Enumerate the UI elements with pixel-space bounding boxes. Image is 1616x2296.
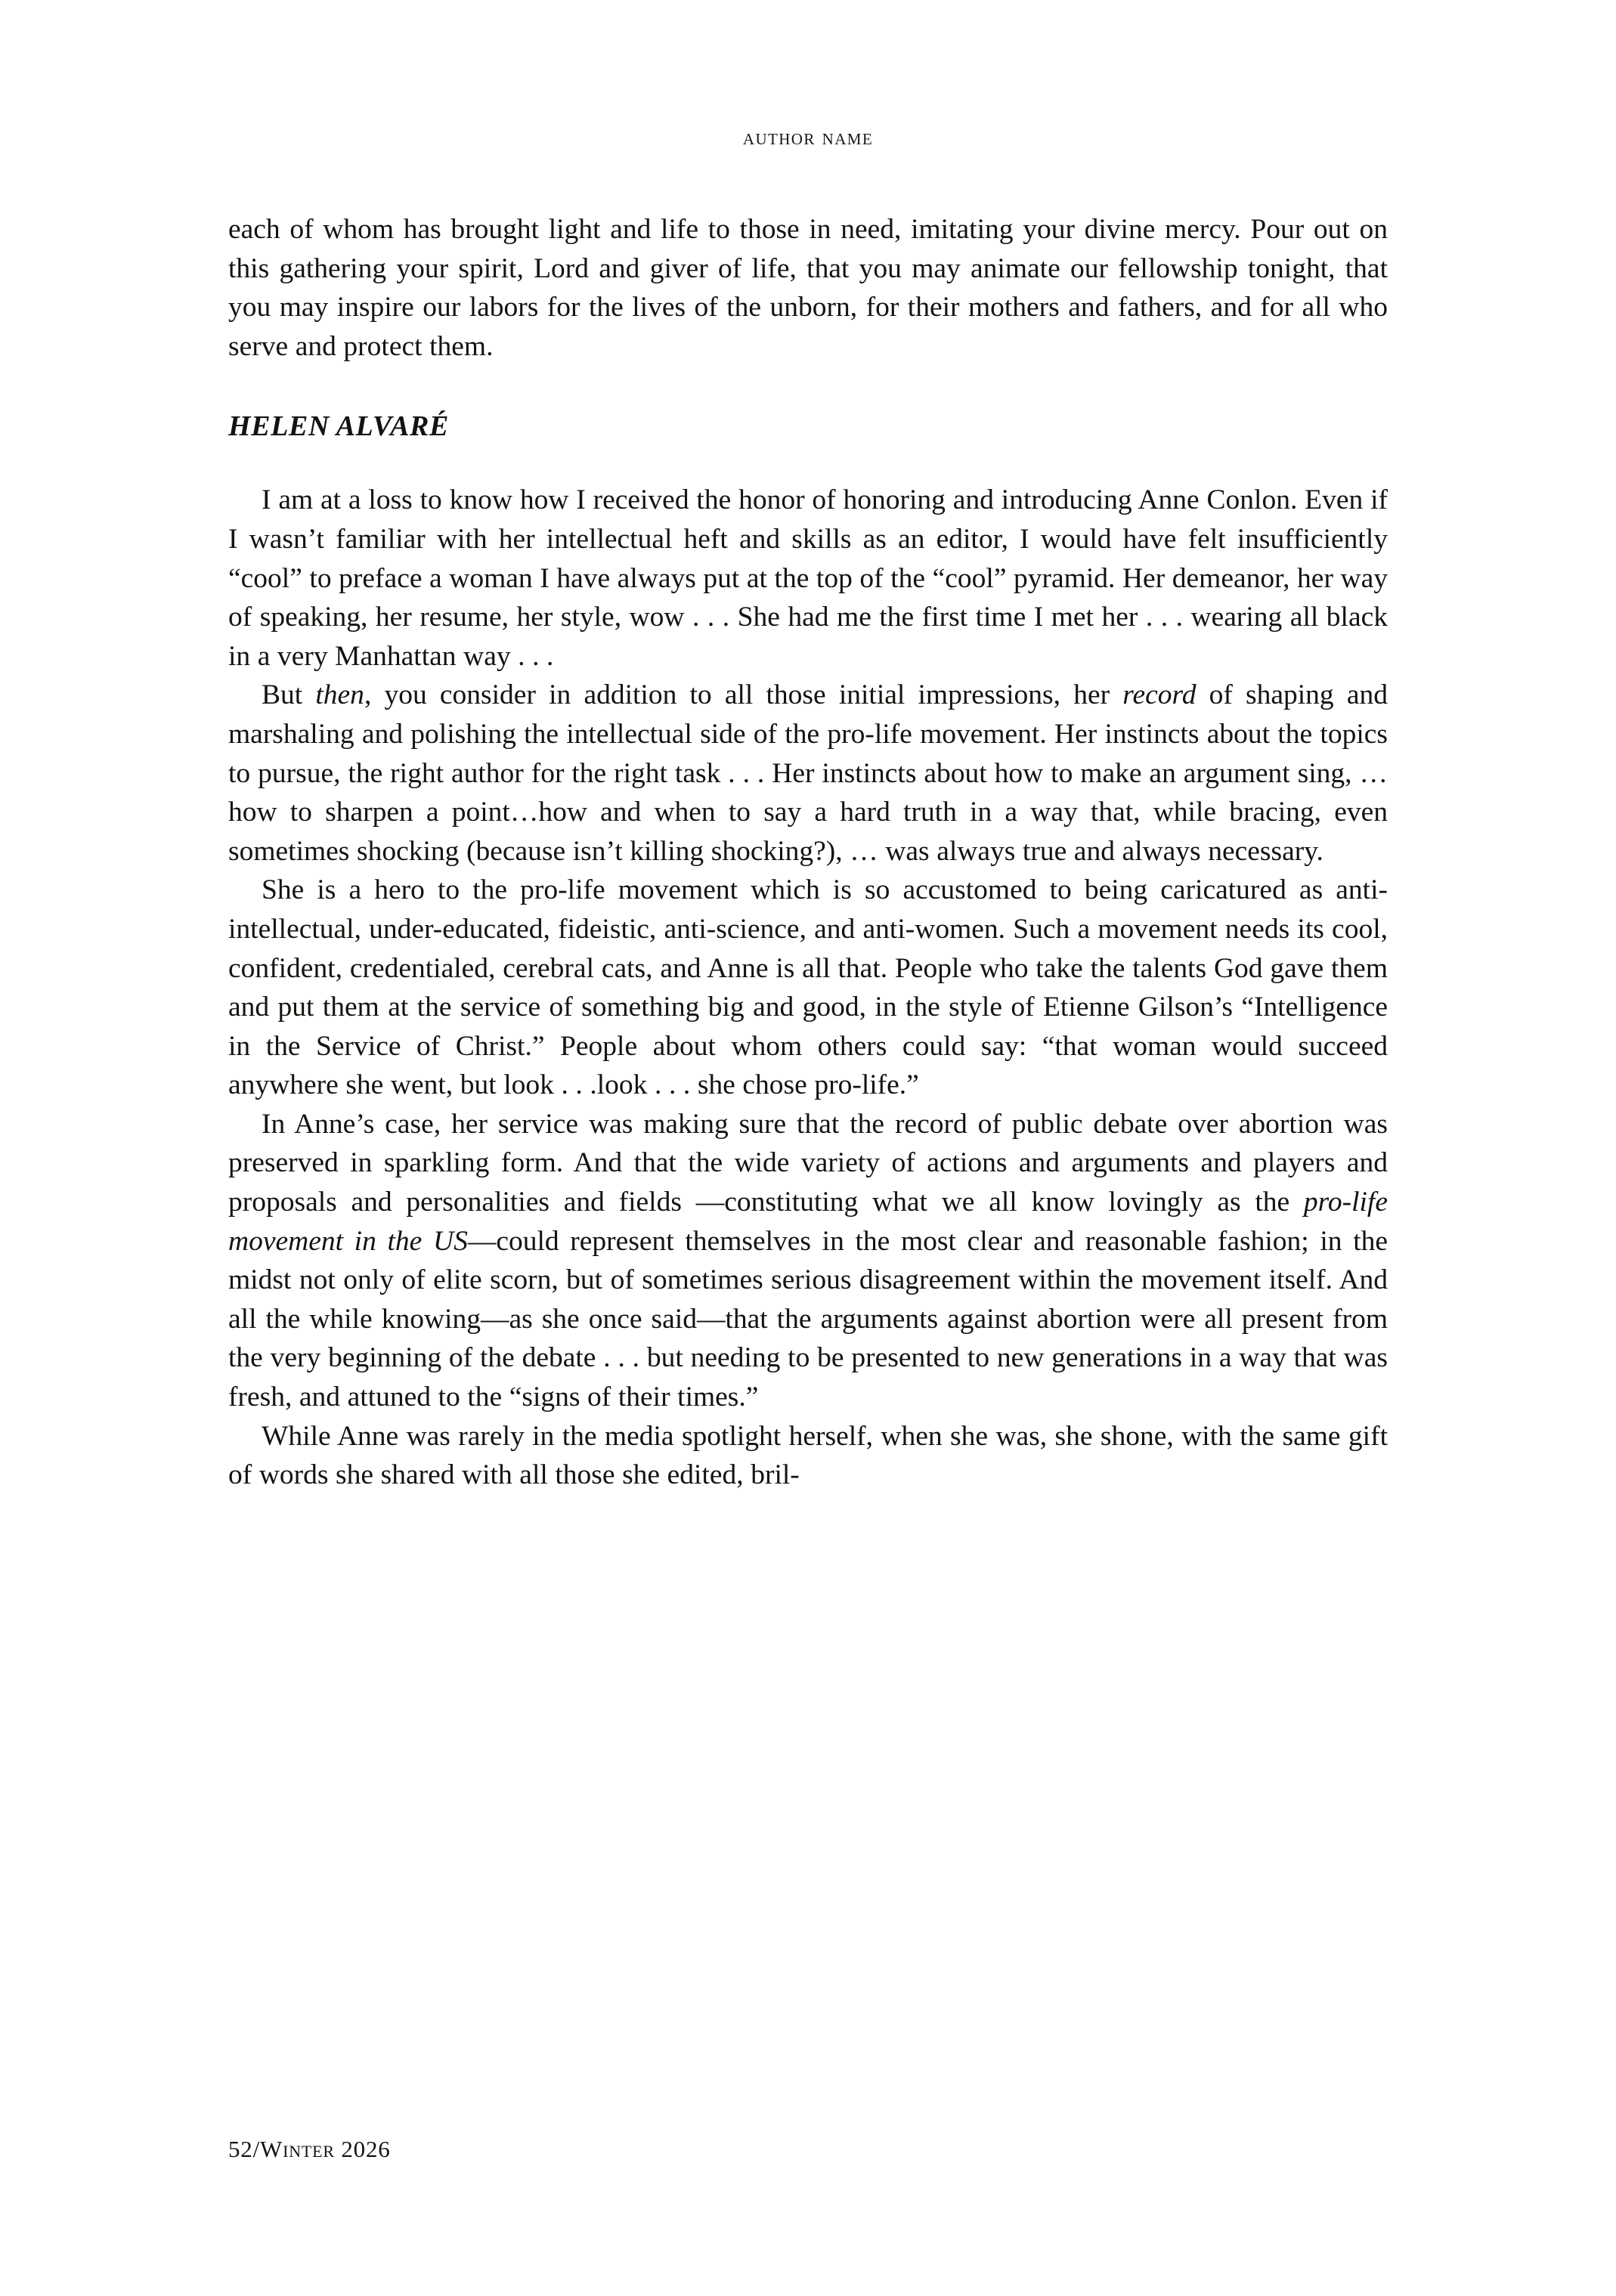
italic-run: record <box>1122 679 1197 711</box>
text-run: I am at a loss to know how I received the honor of honoring and introducing Anne Conlon. Even if I wasn’t familiar with her intellectual heft and skills as an editor, I would have felt insufficiently “cool” to preface a woman I have always put at the top of the “cool” pyramid. Her demeanor, her way of speaking, her resume, her style, wow . . . She had me the first time I met her . . . wearing all black in a very Manhattan way . . . <box>228 484 1388 672</box>
text-run: —could represent themselves in the most clear and reasonable fashion; in the midst not only of elite scorn, but of sometimes serious disagreement within the movement itself. And all the while knowing—as she once said—that the arguments against abortion were all present from the very beginning of the debate . . . but needing to be presented to new generations in a way that was fresh, and attuned to the “signs of their times.” <box>228 1225 1388 1413</box>
paragraph-prayer-continuation <box>228 210 1388 366</box>
text-run: While Anne was rarely in the media spotlight herself, when she was, she shone, with the same gift of words she shared with all those she edited, bril- <box>228 1420 1388 1491</box>
spacer-before-heading <box>228 366 1388 407</box>
page-folio: 52/Winter 2026 <box>228 2136 391 2162</box>
paragraph-2 <box>228 676 1388 871</box>
text-run: She is a hero to the pro-life movement which is so accustomed to being caricatured as anti-intellectual, under-educated, fideistic, anti-science, and anti-women. Such a movement needs its cool, confident, credentialed, cerebral cats, and Anne is all that. People who take the talents God gave them and put them at the service of something big and good, in the style of Etienne Gilson’s “Intelligence in the Service of Christ.” People about whom others could say: “that woman would succeed anywhere she went, but look . . .look . . . she chose pro-life.” <box>228 874 1388 1101</box>
text-run: of shaping and marshaling and polishing the intellectual side of the pro-life movement. Her instincts about the topics to pursue, the right author for the right task . . . Her instincts about how to make an argument sing, … how to sharpen a point…how and when to say a hard truth in a way that, while bracing, even sometimes shocking (because isn’t killing shocking?), … was always true and always necessary. <box>228 679 1388 867</box>
paragraph-3 <box>228 871 1388 1105</box>
text-run: In Anne’s case, her service was making sure that the record of public debate over abortion was preserved in sparkling form. And that the wide variety of actions and arguments and players and proposals and personalities and fields —constituting what we all know lovingly as the <box>228 1108 1388 1218</box>
spacer-after-heading <box>228 446 1388 481</box>
paragraph-5 <box>228 1417 1388 1495</box>
text-run: each of whom has brought light and life to those in need, imitating your divine mercy. Pour out on this gathering your spirit, Lord and giver of life, that you may animate our fellowship tonight, that you may inspire our labors for the lives of the unborn, for their mothers and fathers, and for all who serve and protect them. <box>228 214 1388 362</box>
paragraph-4 <box>228 1105 1388 1417</box>
italic-run: then <box>315 679 364 711</box>
text-column <box>228 210 1388 1495</box>
speaker-heading: HELEN ALVARÉ <box>228 410 449 443</box>
paragraph-1 <box>228 481 1388 676</box>
text-run: But <box>262 679 316 711</box>
italic-run: pro-life movement in the US <box>228 1187 1388 1257</box>
text-run: , you consider in addition to all those initial impressions, her <box>364 679 1123 711</box>
running-head: author name <box>742 125 874 150</box>
